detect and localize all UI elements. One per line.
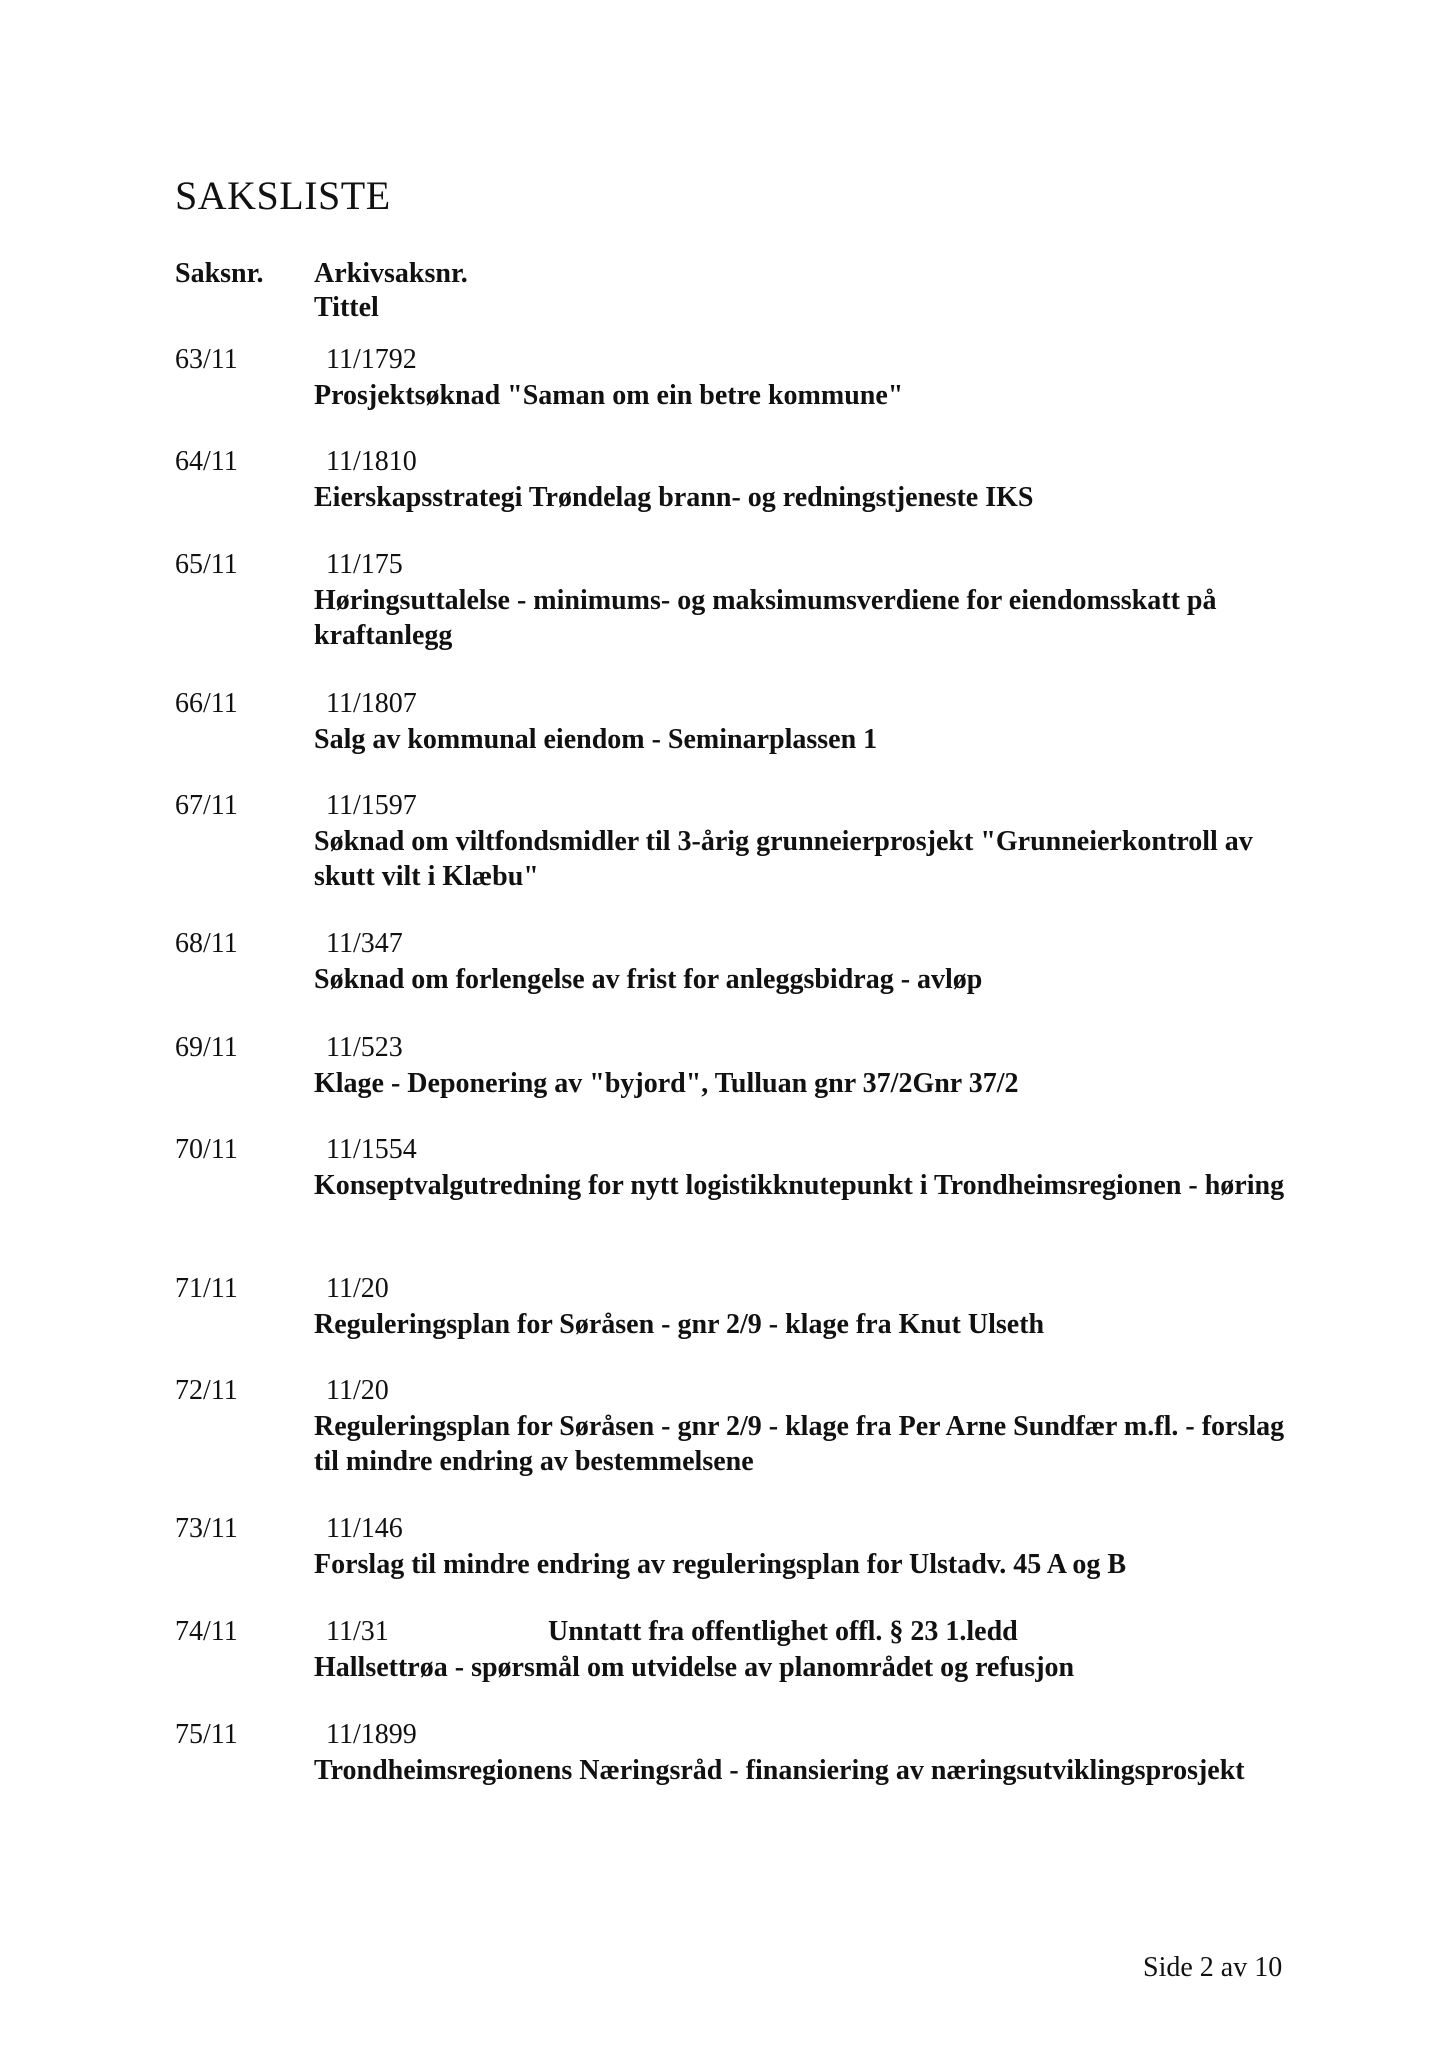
column-header-arkivsaksnr: Arkivsaksnr.	[314, 258, 468, 289]
case-title: Høringsuttalelse - minimums- og maksimumsverdiene for eiendomsskatt på kraftanlegg	[314, 585, 1217, 651]
case-arkivsaksnr: 11/1810	[326, 446, 417, 477]
case-title: Reguleringsplan for Søråsen - gnr 2/9 - klage fra Knut Ulseth	[314, 1309, 1045, 1340]
case-title: Klage - Deponering av "byjord", Tulluan gnr 37/2Gnr 37/2	[314, 1068, 1019, 1099]
case-saksnr: 63/11	[175, 344, 238, 375]
case-arkivsaksnr: 11/1792	[326, 344, 417, 375]
case-arkivsaksnr: 11/1807	[326, 688, 417, 719]
case-title: Reguleringsplan for Søråsen - gnr 2/9 - klage fra Per Arne Sundfær m.fl. - forslag til mindre endring av bestemmelsene	[314, 1411, 1285, 1477]
case-saksnr: 72/11	[175, 1375, 238, 1406]
case-saksnr: 74/11	[175, 1616, 238, 1647]
case-title: Salg av kommunal eiendom - Seminarplassen 1	[314, 724, 878, 755]
case-title: Eierskapsstrategi Trøndelag brann- og redningstjeneste IKS	[314, 482, 1034, 513]
case-saksnr: 64/11	[175, 446, 238, 477]
case-saksnr: 69/11	[175, 1032, 238, 1063]
case-arkivsaksnr: 11/1597	[326, 790, 417, 821]
case-saksnr: 71/11	[175, 1273, 238, 1304]
page-number: Side 2 av 10	[1143, 1952, 1283, 1983]
case-title: Hallsettrøa - spørsmål om utvidelse av planområdet og refusjon	[314, 1652, 1075, 1683]
page-title: SAKSLISTE	[175, 173, 391, 218]
case-arkivsaksnr: 11/1554	[326, 1134, 417, 1165]
column-header-saksnr: Saksnr.	[175, 258, 264, 289]
exemption-note: Unntatt fra offentlighet offl. § 23 1.ledd	[548, 1616, 1018, 1647]
case-title: Trondheimsregionens Næringsråd - finansiering av næringsutviklingsprosjekt	[314, 1755, 1245, 1786]
case-title: Søknad om forlengelse av frist for anleggsbidrag - avløp	[314, 964, 983, 995]
case-arkivsaksnr: 11/347	[326, 928, 403, 959]
case-title: Prosjektsøknad "Saman om ein betre kommune"	[314, 380, 904, 411]
case-saksnr: 70/11	[175, 1134, 238, 1165]
case-saksnr: 75/11	[175, 1719, 238, 1750]
case-saksnr: 68/11	[175, 928, 238, 959]
case-title: Forslag til mindre endring av reguleringsplan for Ulstadv. 45 A og B	[314, 1549, 1127, 1580]
column-header-tittel: Tittel	[314, 292, 379, 323]
case-arkivsaksnr: 11/175	[326, 549, 403, 580]
case-saksnr: 73/11	[175, 1513, 238, 1544]
case-arkivsaksnr: 11/523	[326, 1032, 403, 1063]
case-arkivsaksnr: 11/1899	[326, 1719, 417, 1750]
case-arkivsaksnr: 11/20	[326, 1273, 389, 1304]
case-title: Søknad om viltfondsmidler til 3-årig grunneierprosjekt "Grunneierkontroll av skutt vilt i Klæbu"	[314, 826, 1253, 892]
case-arkivsaksnr: 11/31	[326, 1616, 389, 1647]
case-saksnr: 67/11	[175, 790, 238, 821]
case-saksnr: 66/11	[175, 688, 238, 719]
case-arkivsaksnr: 11/146	[326, 1513, 403, 1544]
case-saksnr: 65/11	[175, 549, 238, 580]
case-title: Konseptvalgutredning for nytt logistikknutepunkt i Trondheimsregionen - høring	[314, 1170, 1285, 1201]
case-arkivsaksnr: 11/20	[326, 1375, 389, 1406]
